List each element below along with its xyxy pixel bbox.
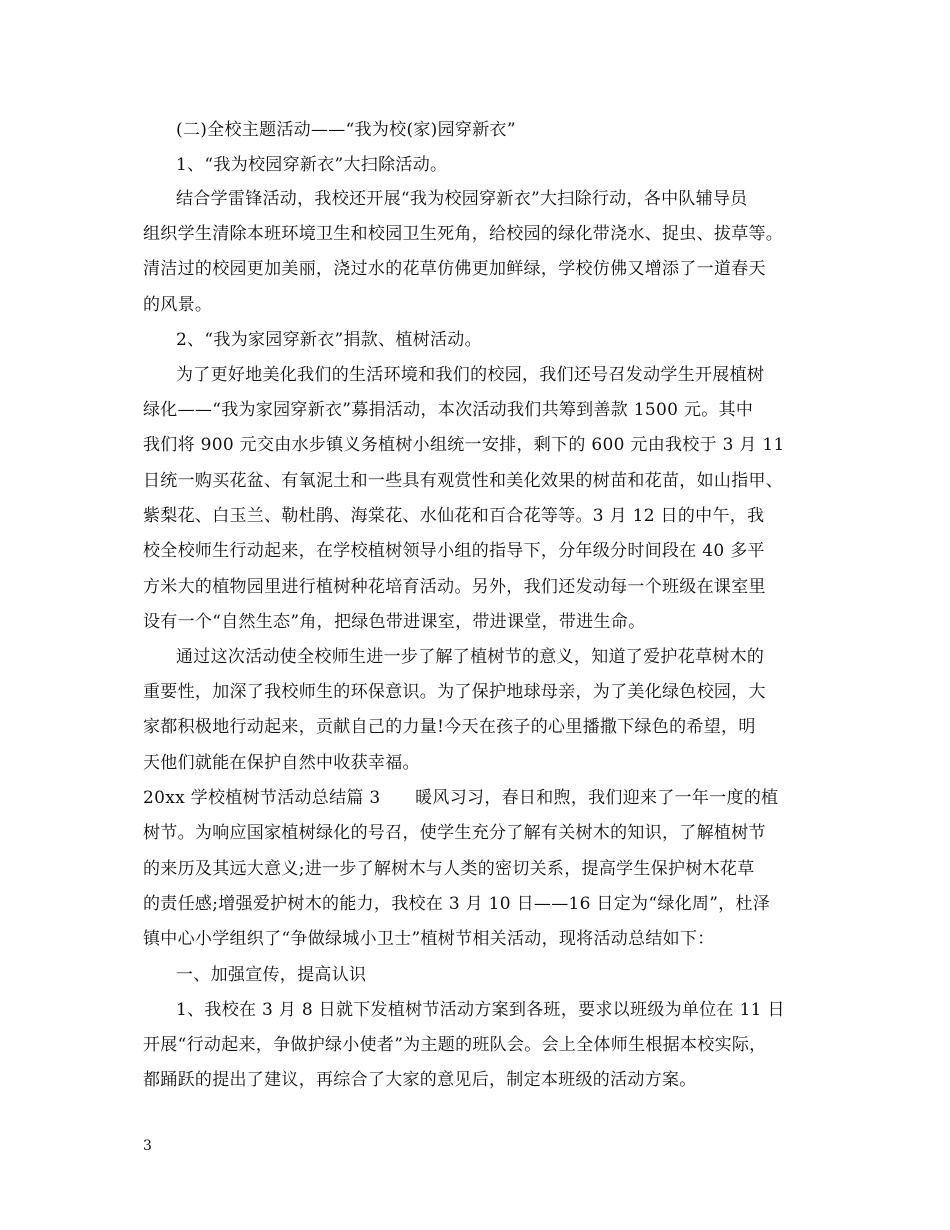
paragraph-line: 开展“行动起来，争做护绿小使者”为主题的班队会。会上全体师生根据本校实际， bbox=[143, 1035, 767, 1055]
paragraph-line: 家都积极地行动起来，贡献自己的力量!今天在孩子的心里播撒下绿色的希望，明 bbox=[143, 717, 756, 737]
paragraph-line: 绿化——“我为家园穿新衣”募捐活动，本次活动我们共筹到善款 1500 元。其中 bbox=[143, 400, 754, 420]
paragraph-line: 组织学生清除本班环境卫生和校园卫生死角，给校园的绿化带浇水、捉虫、拔草等。 bbox=[143, 224, 784, 244]
section-heading: 一、加强宣传，提高认识 bbox=[176, 965, 367, 985]
paragraph-line: 日统一购买花盆、有氧泥土和一些具有观赏性和美化效果的树苗和花苗，如山指甲、 bbox=[143, 471, 784, 491]
paragraph-line: 通过这次活动使全校师生进一步了解了植树节的意义，知道了爱护花草树木的 bbox=[176, 647, 765, 667]
paragraph-line: 方米大的植物园里进行植树种花培育活动。另外，我们还发动每一个班级在课室里 bbox=[143, 577, 766, 597]
paragraph-line: 我们将 900 元交由水步镇义务植树小组统一安排，剩下的 600 元由我校于 3 月 11 bbox=[143, 435, 785, 455]
paragraph-line: 树节。为响应国家植树绿化的号召，使学生充分了解有关树木的知识，了解植树节 bbox=[143, 823, 766, 843]
section-heading: (二)全校主题活动——“我为校(家)园穿新衣” bbox=[176, 120, 516, 140]
paragraph-line: 校全校师生行动起来，在学校植树领导小组的指导下，分年级分时间段在 40 多平 bbox=[143, 541, 765, 561]
page-number: 3 bbox=[143, 1138, 152, 1154]
paragraph-line: 紫梨花、白玉兰、勒杜鹃、海棠花、水仙花和百合花等等。3 月 12 日的中午，我 bbox=[143, 506, 765, 526]
paragraph-line: 的责任感;增强爱护树木的能力，我校在 3 月 10 日——16 日定为“绿化周”，杜泽 bbox=[143, 894, 771, 914]
paragraph-line: 为了更好地美化我们的生活环境和我们的校园，我们还号召发动学生开展植树 bbox=[176, 365, 765, 385]
article-title-line: 20xx 学校植树节活动总结篇 3 暖风习习，春日和煦，我们迎来了一年一度的植 bbox=[143, 788, 779, 808]
paragraph-line: 都踊跃的提出了建议，再综合了大家的意见后，制定本班级的活动方案。 bbox=[143, 1070, 697, 1090]
paragraph-line: 结合学雷锋活动，我校还开展“我为校园穿新衣”大扫除行动，各中队辅导员 bbox=[176, 189, 748, 209]
subheading: 1、“我为校园穿新衣”大扫除活动。 bbox=[176, 155, 448, 175]
paragraph-line: 的风景。 bbox=[143, 295, 213, 315]
paragraph-line: 天他们就能在保护自然中收获幸福。 bbox=[143, 753, 420, 773]
paragraph-line: 重要性，加深了我校师生的环保意识。为了保护地球母亲，为了美化绿色校园，大 bbox=[143, 682, 766, 702]
paragraph-line: 镇中心小学组织了“争做绿城小卫士”植树节相关活动，现将活动总结如下： bbox=[143, 929, 715, 949]
paragraph-line: 1、我校在 3 月 8 日就下发植树节活动方案到各班，要求以班级为单位在 11 日 bbox=[176, 1000, 785, 1020]
paragraph-line: 的来历及其远大意义;进一步了解树木与人类的密切关系，提高学生保护树木花草 bbox=[143, 859, 755, 879]
paragraph-line: 设有一个“自然生态”角，把绿色带进课室，带进课堂，带进生命。 bbox=[143, 612, 646, 632]
subheading: 2、“我为家园穿新衣”捐款、植树活动。 bbox=[176, 330, 482, 350]
paragraph-line: 清洁过的校园更加美丽，浇过水的花草仿佛更加鲜绿，学校仿佛又增添了一道春天 bbox=[143, 259, 766, 279]
